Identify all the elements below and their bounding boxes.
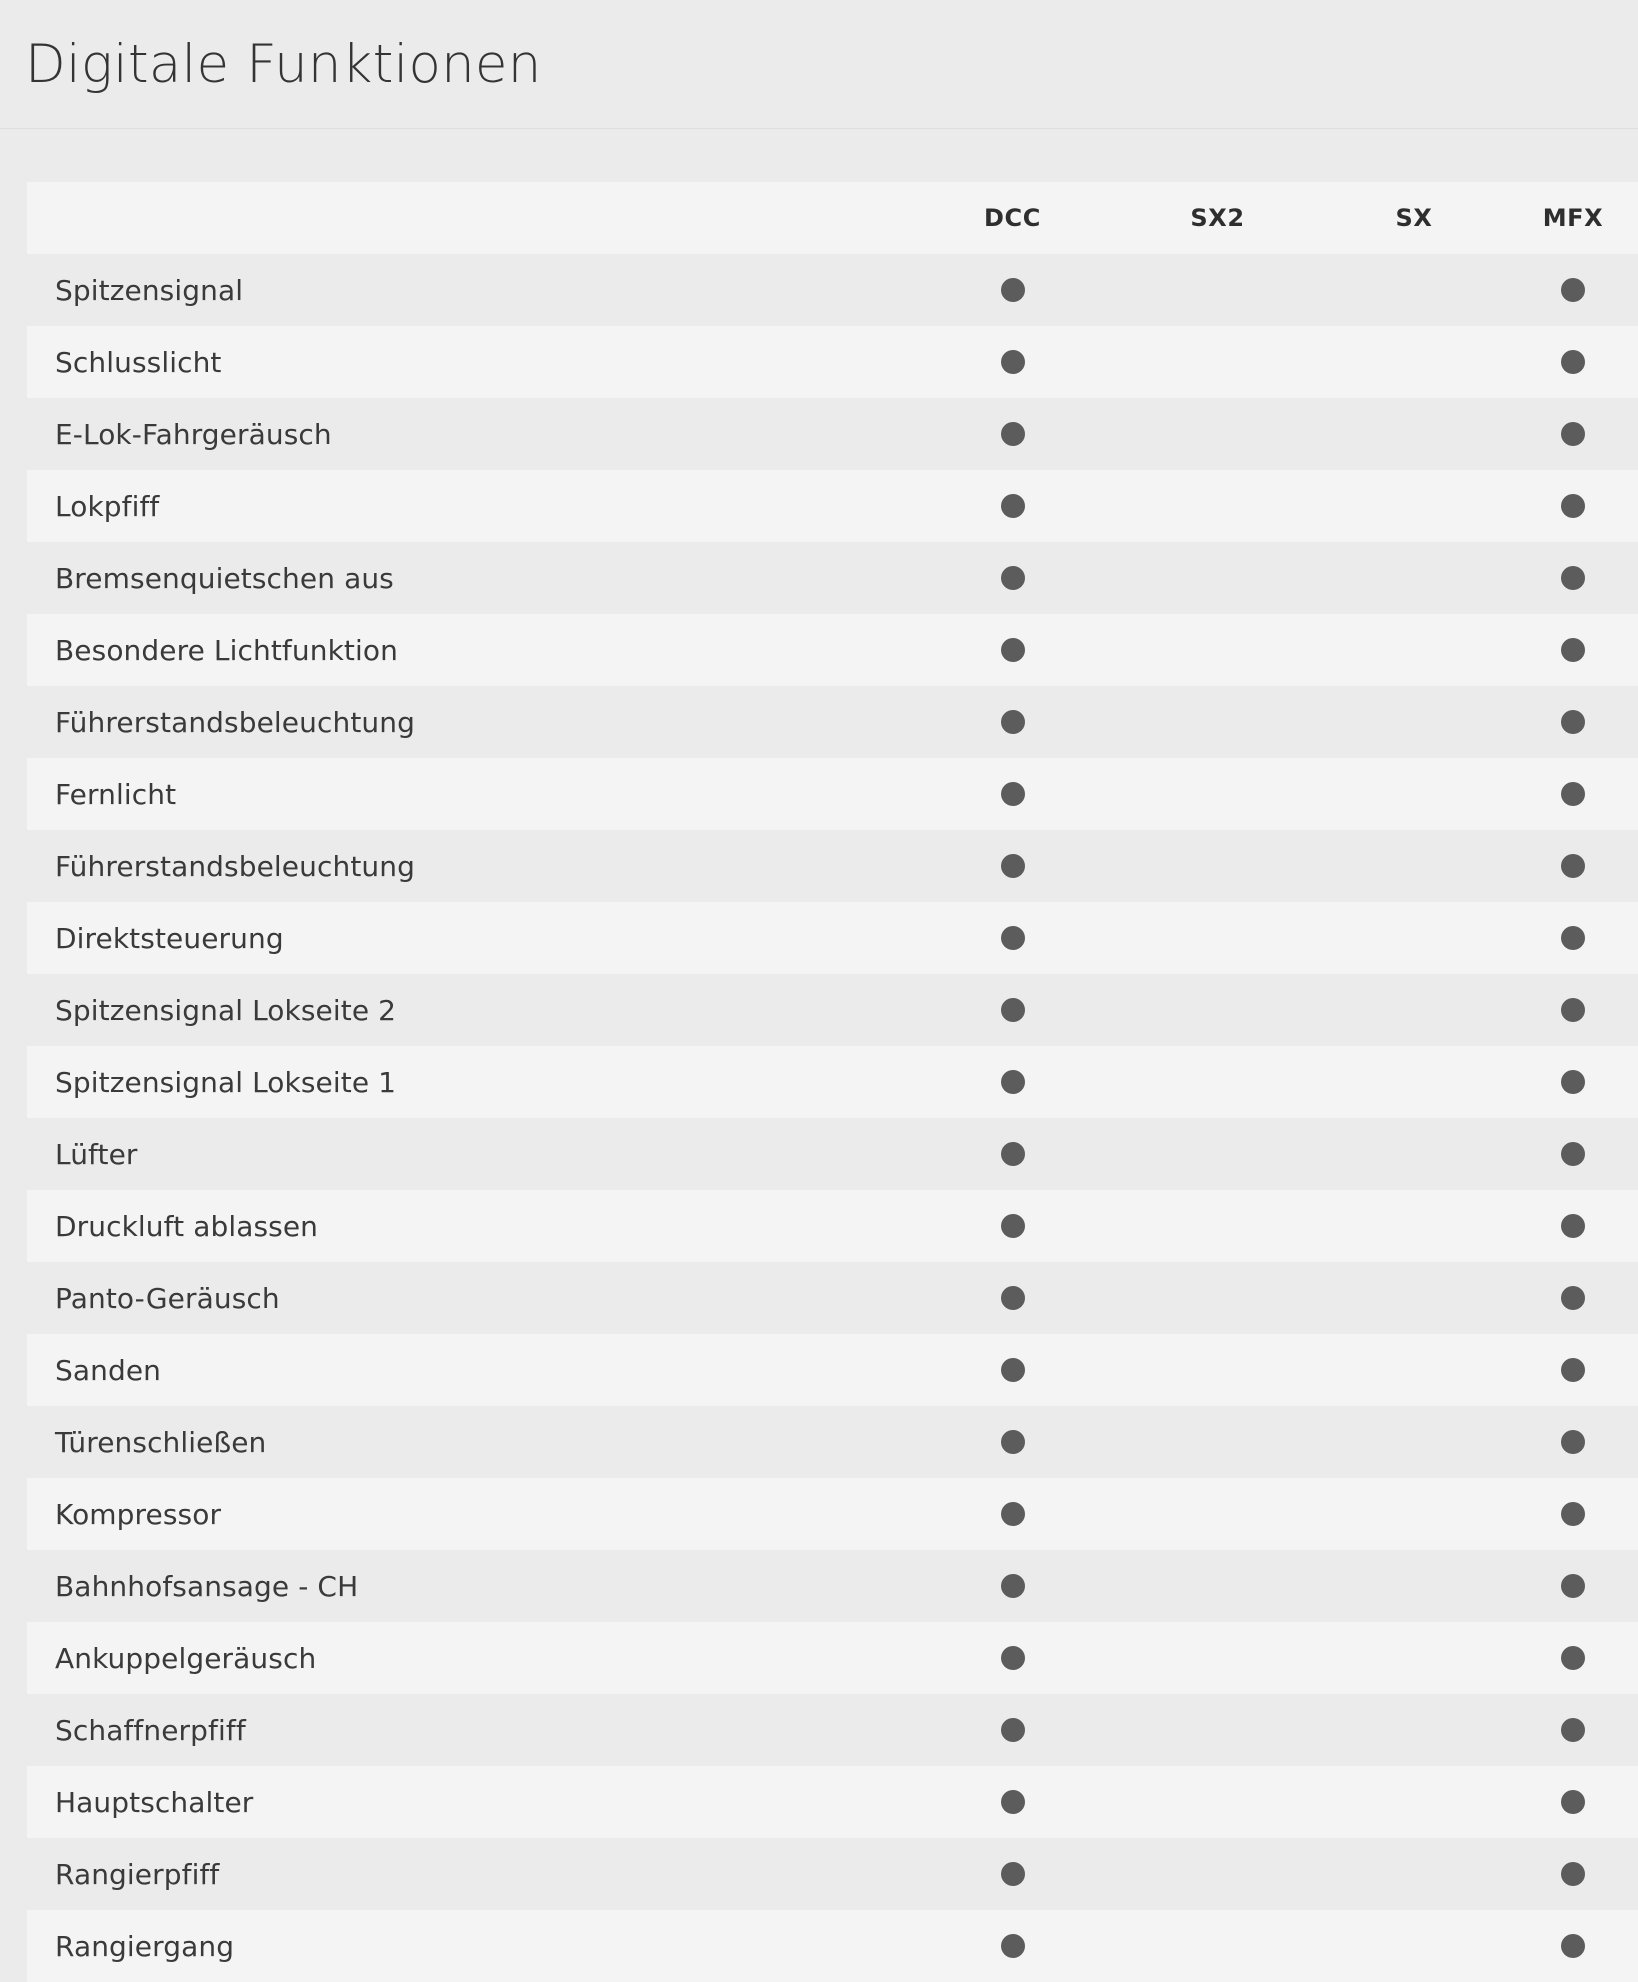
unsupported-blank-icon <box>1402 1212 1426 1236</box>
supported-dot-icon <box>1561 1862 1585 1886</box>
supported-dot-icon <box>1561 1214 1585 1238</box>
table-row <box>27 1478 1638 1550</box>
support-cell-mfx <box>1508 614 1638 686</box>
unsupported-blank-icon <box>1206 852 1230 876</box>
supported-dot-icon <box>1561 278 1585 302</box>
function-name-cell: Lüfter <box>55 1137 138 1171</box>
unsupported-blank-icon <box>1206 1212 1230 1236</box>
unsupported-blank-icon <box>1402 1140 1426 1164</box>
support-cell-dcc <box>910 326 1115 398</box>
supported-dot-icon <box>1561 710 1585 734</box>
support-cell-dcc <box>910 1046 1115 1118</box>
table-row <box>27 1766 1638 1838</box>
supported-dot-icon <box>1001 998 1025 1022</box>
function-name-cell: Schlusslicht <box>55 345 222 379</box>
supported-dot-icon <box>1001 1718 1025 1742</box>
support-cell-mfx <box>1508 542 1638 614</box>
support-cell-sx <box>1320 1838 1508 1910</box>
support-cell-sx2 <box>1115 254 1320 326</box>
support-cell-sx2 <box>1115 758 1320 830</box>
support-cell-sx <box>1320 1262 1508 1334</box>
support-cell-mfx <box>1508 1766 1638 1838</box>
function-name-cell: Spitzensignal Lokseite 2 <box>55 993 397 1027</box>
unsupported-blank-icon <box>1206 1428 1230 1452</box>
support-cell-dcc <box>910 686 1115 758</box>
support-cell-sx <box>1320 1118 1508 1190</box>
function-name-cell: E-Lok-Fahrgeräusch <box>55 417 332 451</box>
support-cell-sx2 <box>1115 1622 1320 1694</box>
support-cell-dcc <box>910 1766 1115 1838</box>
supported-dot-icon <box>1001 1286 1025 1310</box>
supported-dot-icon <box>1561 1934 1585 1958</box>
support-cell-sx <box>1320 902 1508 974</box>
support-cell-sx2 <box>1115 1910 1320 1982</box>
support-cell-dcc <box>910 1910 1115 1982</box>
table-header-row <box>27 182 1638 254</box>
unsupported-blank-icon <box>1206 276 1230 300</box>
support-cell-mfx <box>1508 1334 1638 1406</box>
supported-dot-icon <box>1001 1070 1025 1094</box>
support-cell-sx <box>1320 1046 1508 1118</box>
function-name-cell: Rangierpfiff <box>55 1857 220 1891</box>
function-name-cell: Kompressor <box>55 1497 222 1531</box>
supported-dot-icon <box>1561 494 1585 518</box>
supported-dot-icon <box>1001 1142 1025 1166</box>
supported-dot-icon <box>1001 1358 1025 1382</box>
supported-dot-icon <box>1561 566 1585 590</box>
support-cell-sx <box>1320 1478 1508 1550</box>
function-name-cell: Direktsteuerung <box>55 921 284 955</box>
support-cell-dcc <box>910 1406 1115 1478</box>
function-name-cell: Lokpfiff <box>55 489 160 523</box>
unsupported-blank-icon <box>1206 1788 1230 1812</box>
table-header <box>27 182 1638 254</box>
support-cell-sx <box>1320 1406 1508 1478</box>
support-cell-mfx <box>1508 470 1638 542</box>
supported-dot-icon <box>1561 638 1585 662</box>
unsupported-blank-icon <box>1402 636 1426 660</box>
support-cell-sx2 <box>1115 1550 1320 1622</box>
unsupported-blank-icon <box>1402 564 1426 588</box>
unsupported-blank-icon <box>1206 1284 1230 1308</box>
table-row <box>27 1406 1638 1478</box>
column-header-mfx: MFX <box>1542 204 1604 232</box>
support-cell-mfx <box>1508 758 1638 830</box>
support-cell-sx2 <box>1115 1406 1320 1478</box>
unsupported-blank-icon <box>1402 420 1426 444</box>
support-cell-mfx <box>1508 1622 1638 1694</box>
support-cell-mfx <box>1508 686 1638 758</box>
supported-dot-icon <box>1001 1934 1025 1958</box>
support-cell-sx <box>1320 1766 1508 1838</box>
supported-dot-icon <box>1561 1070 1585 1094</box>
support-cell-sx2 <box>1115 1262 1320 1334</box>
support-cell-sx2 <box>1115 830 1320 902</box>
unsupported-blank-icon <box>1206 1644 1230 1668</box>
support-cell-dcc <box>910 1622 1115 1694</box>
unsupported-blank-icon <box>1402 1860 1426 1884</box>
supported-dot-icon <box>1561 1646 1585 1670</box>
unsupported-blank-icon <box>1402 1644 1426 1668</box>
table-row <box>27 1622 1638 1694</box>
supported-dot-icon <box>1001 422 1025 446</box>
supported-dot-icon <box>1001 1430 1025 1454</box>
table-row <box>27 1262 1638 1334</box>
unsupported-blank-icon <box>1206 492 1230 516</box>
supported-dot-icon <box>1561 926 1585 950</box>
unsupported-blank-icon <box>1206 1860 1230 1884</box>
support-cell-dcc <box>910 542 1115 614</box>
function-name-cell: Druckluft ablassen <box>55 1209 319 1243</box>
table-row <box>27 1910 1638 1982</box>
supported-dot-icon <box>1561 1502 1585 1526</box>
supported-dot-icon <box>1001 350 1025 374</box>
table-row <box>27 398 1638 470</box>
support-cell-mfx <box>1508 1118 1638 1190</box>
unsupported-blank-icon <box>1206 1068 1230 1092</box>
support-cell-sx2 <box>1115 1766 1320 1838</box>
digital-functions-table <box>27 182 1638 1982</box>
unsupported-blank-icon <box>1402 708 1426 732</box>
support-cell-mfx <box>1508 254 1638 326</box>
unsupported-blank-icon <box>1206 996 1230 1020</box>
support-cell-sx2 <box>1115 686 1320 758</box>
support-cell-mfx <box>1508 1046 1638 1118</box>
support-cell-sx2 <box>1115 1118 1320 1190</box>
supported-dot-icon <box>1561 1790 1585 1814</box>
supported-dot-icon <box>1561 1358 1585 1382</box>
unsupported-blank-icon <box>1206 1572 1230 1596</box>
supported-dot-icon <box>1001 1646 1025 1670</box>
supported-dot-icon <box>1001 926 1025 950</box>
support-cell-mfx <box>1508 1550 1638 1622</box>
unsupported-blank-icon <box>1402 924 1426 948</box>
unsupported-blank-icon <box>1206 348 1230 372</box>
table-row <box>27 1334 1638 1406</box>
table-row <box>27 1550 1638 1622</box>
support-cell-mfx <box>1508 974 1638 1046</box>
support-cell-dcc <box>910 1190 1115 1262</box>
unsupported-blank-icon <box>1206 708 1230 732</box>
support-cell-sx <box>1320 1910 1508 1982</box>
support-cell-sx2 <box>1115 902 1320 974</box>
table-row <box>27 1838 1638 1910</box>
support-cell-sx <box>1320 1550 1508 1622</box>
supported-dot-icon <box>1001 494 1025 518</box>
unsupported-blank-icon <box>1402 1356 1426 1380</box>
support-cell-sx2 <box>1115 398 1320 470</box>
support-cell-sx2 <box>1115 1478 1320 1550</box>
function-name-cell: Spitzensignal <box>55 273 244 307</box>
support-cell-sx <box>1320 830 1508 902</box>
function-name-cell: Rangiergang <box>55 1929 235 1963</box>
function-name-cell: Ankuppelgeräusch <box>55 1641 317 1675</box>
function-name-cell: Führerstandsbeleuchtung <box>55 849 415 883</box>
supported-dot-icon <box>1561 998 1585 1022</box>
supported-dot-icon <box>1001 1574 1025 1598</box>
support-cell-sx <box>1320 470 1508 542</box>
supported-dot-icon <box>1561 1142 1585 1166</box>
unsupported-blank-icon <box>1206 1932 1230 1956</box>
support-cell-sx <box>1320 686 1508 758</box>
unsupported-blank-icon <box>1402 1500 1426 1524</box>
supported-dot-icon <box>1561 782 1585 806</box>
function-name-cell: Spitzensignal Lokseite 1 <box>55 1065 397 1099</box>
support-cell-dcc <box>910 614 1115 686</box>
table-row <box>27 902 1638 974</box>
unsupported-blank-icon <box>1206 780 1230 804</box>
support-cell-mfx <box>1508 1910 1638 1982</box>
unsupported-blank-icon <box>1402 1428 1426 1452</box>
function-name-cell: Bahnhofsansage - CH <box>55 1569 359 1603</box>
supported-dot-icon <box>1001 1790 1025 1814</box>
support-cell-sx <box>1320 254 1508 326</box>
unsupported-blank-icon <box>1402 996 1426 1020</box>
unsupported-blank-icon <box>1402 1788 1426 1812</box>
unsupported-blank-icon <box>1402 852 1426 876</box>
supported-dot-icon <box>1561 1430 1585 1454</box>
unsupported-blank-icon <box>1206 924 1230 948</box>
support-cell-sx2 <box>1115 1190 1320 1262</box>
unsupported-blank-icon <box>1402 1932 1426 1956</box>
support-cell-dcc <box>910 254 1115 326</box>
column-header-sx: SX <box>1395 204 1433 232</box>
unsupported-blank-icon <box>1206 1716 1230 1740</box>
support-cell-mfx <box>1508 1262 1638 1334</box>
supported-dot-icon <box>1561 350 1585 374</box>
unsupported-blank-icon <box>1206 1500 1230 1524</box>
support-cell-sx <box>1320 542 1508 614</box>
column-header-dcc: DCC <box>984 204 1041 232</box>
table-row <box>27 254 1638 326</box>
table-row <box>27 470 1638 542</box>
support-cell-dcc <box>910 1694 1115 1766</box>
support-cell-mfx <box>1508 830 1638 902</box>
support-cell-dcc <box>910 470 1115 542</box>
table-row <box>27 614 1638 686</box>
support-cell-mfx <box>1508 902 1638 974</box>
unsupported-blank-icon <box>1206 636 1230 660</box>
supported-dot-icon <box>1001 854 1025 878</box>
table-row <box>27 1694 1638 1766</box>
support-cell-dcc <box>910 758 1115 830</box>
column-header-name <box>27 182 910 254</box>
support-cell-sx <box>1320 614 1508 686</box>
table-row <box>27 1190 1638 1262</box>
table-area <box>0 129 1638 1982</box>
support-cell-sx <box>1320 1334 1508 1406</box>
support-cell-sx <box>1320 758 1508 830</box>
unsupported-blank-icon <box>1206 1140 1230 1164</box>
unsupported-blank-icon <box>1206 420 1230 444</box>
support-cell-dcc <box>910 1550 1115 1622</box>
support-cell-sx <box>1320 326 1508 398</box>
support-cell-dcc <box>910 1334 1115 1406</box>
support-cell-sx2 <box>1115 974 1320 1046</box>
supported-dot-icon <box>1001 782 1025 806</box>
table-row <box>27 686 1638 758</box>
support-cell-dcc <box>910 1118 1115 1190</box>
function-name-cell: Besondere Lichtfunktion <box>55 633 398 667</box>
supported-dot-icon <box>1561 422 1585 446</box>
support-cell-dcc <box>910 1838 1115 1910</box>
unsupported-blank-icon <box>1402 276 1426 300</box>
unsupported-blank-icon <box>1402 492 1426 516</box>
support-cell-sx <box>1320 1622 1508 1694</box>
table-body <box>27 254 1638 1982</box>
support-cell-mfx <box>1508 1694 1638 1766</box>
unsupported-blank-icon <box>1402 780 1426 804</box>
supported-dot-icon <box>1001 1862 1025 1886</box>
support-cell-sx <box>1320 974 1508 1046</box>
support-cell-sx2 <box>1115 1694 1320 1766</box>
function-name-cell: Bremsenquietschen aus <box>55 561 394 595</box>
function-name-cell: Panto-Geräusch <box>55 1281 280 1315</box>
support-cell-sx <box>1320 398 1508 470</box>
table-row <box>27 1118 1638 1190</box>
support-cell-mfx <box>1508 1838 1638 1910</box>
support-cell-dcc <box>910 902 1115 974</box>
support-cell-mfx <box>1508 1406 1638 1478</box>
supported-dot-icon <box>1001 710 1025 734</box>
supported-dot-icon <box>1561 1286 1585 1310</box>
unsupported-blank-icon <box>1402 348 1426 372</box>
supported-dot-icon <box>1561 1718 1585 1742</box>
table-row <box>27 974 1638 1046</box>
function-name-cell: Sanden <box>55 1353 162 1387</box>
support-cell-sx2 <box>1115 1334 1320 1406</box>
support-cell-sx2 <box>1115 542 1320 614</box>
support-cell-dcc <box>910 974 1115 1046</box>
unsupported-blank-icon <box>1402 1716 1426 1740</box>
table-row <box>27 758 1638 830</box>
support-cell-sx <box>1320 1694 1508 1766</box>
support-cell-sx2 <box>1115 614 1320 686</box>
function-name-cell: Schaffnerpfiff <box>55 1713 246 1747</box>
supported-dot-icon <box>1001 1502 1025 1526</box>
table-row <box>27 1046 1638 1118</box>
unsupported-blank-icon <box>1206 1356 1230 1380</box>
support-cell-sx <box>1320 1190 1508 1262</box>
supported-dot-icon <box>1001 638 1025 662</box>
support-cell-dcc <box>910 830 1115 902</box>
unsupported-blank-icon <box>1402 1572 1426 1596</box>
support-cell-dcc <box>910 1262 1115 1334</box>
table-row <box>27 542 1638 614</box>
column-header-sx2: SX2 <box>1190 204 1245 232</box>
function-name-cell: Führerstandsbeleuchtung <box>55 705 415 739</box>
supported-dot-icon <box>1001 566 1025 590</box>
page-title: Digitale Funktionen <box>25 33 542 95</box>
function-name-cell: Hauptschalter <box>55 1785 254 1819</box>
support-cell-mfx <box>1508 326 1638 398</box>
supported-dot-icon <box>1001 1214 1025 1238</box>
function-name-cell: Türenschließen <box>55 1425 267 1459</box>
support-cell-dcc <box>910 1478 1115 1550</box>
supported-dot-icon <box>1561 854 1585 878</box>
support-cell-dcc <box>910 398 1115 470</box>
support-cell-mfx <box>1508 1190 1638 1262</box>
support-cell-mfx <box>1508 398 1638 470</box>
function-name-cell: Fernlicht <box>55 777 177 811</box>
supported-dot-icon <box>1561 1574 1585 1598</box>
page-header <box>0 0 1638 129</box>
support-cell-sx2 <box>1115 470 1320 542</box>
unsupported-blank-icon <box>1402 1068 1426 1092</box>
supported-dot-icon <box>1001 278 1025 302</box>
support-cell-sx2 <box>1115 1046 1320 1118</box>
support-cell-sx2 <box>1115 1838 1320 1910</box>
support-cell-mfx <box>1508 1478 1638 1550</box>
unsupported-blank-icon <box>1206 564 1230 588</box>
table-row <box>27 830 1638 902</box>
table-row <box>27 326 1638 398</box>
unsupported-blank-icon <box>1402 1284 1426 1308</box>
support-cell-sx2 <box>1115 326 1320 398</box>
